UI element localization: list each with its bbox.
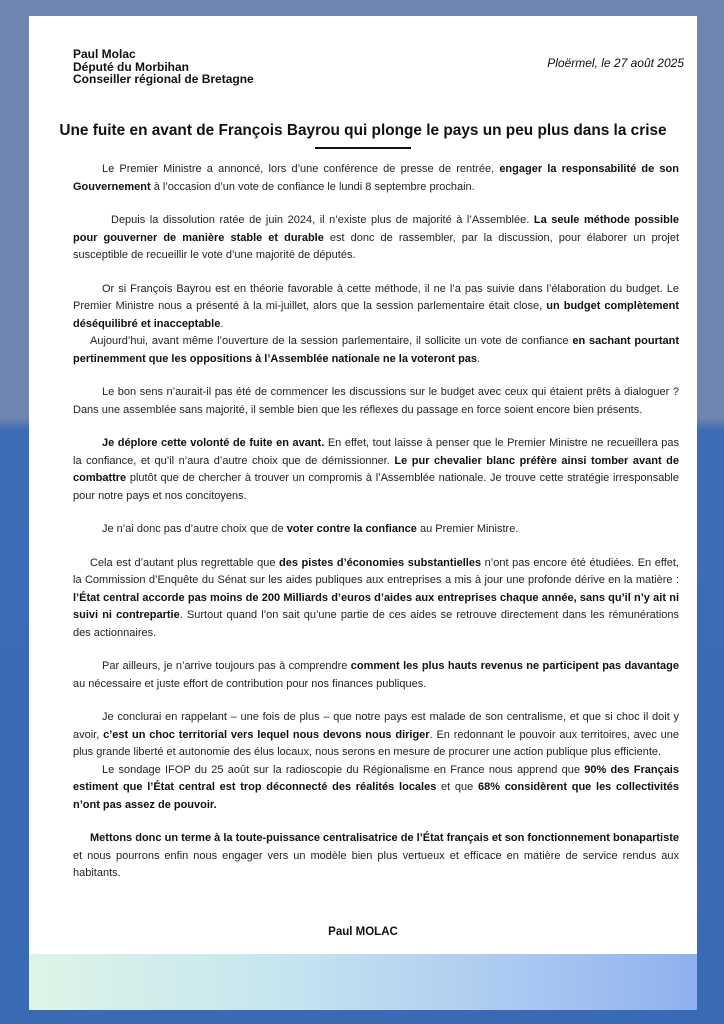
paragraph-3 (73, 281, 679, 334)
text-run: Or si François Bayrou est en théorie favorable à cette méthode, il ne l’a pas suivie dans l’élaboration du budget. Le Premier Ministre nous a présenté à la mi-juillet, alors que la session parlementaire était close, (73, 282, 679, 312)
bold-run: Je déplore cette volonté de fuite en avant. (102, 437, 325, 449)
paragraph-1 (73, 161, 679, 196)
bold-run: des pistes d’économies substantielles (279, 556, 482, 569)
text-run: Le sondage IFOP du 25 août sur la radioscopie du Régionalisme en France nous apprend que (102, 763, 585, 776)
paragraph-4 (73, 333, 679, 368)
text-run: au Premier Ministre. (416, 523, 519, 535)
bold-run: engager la responsabilité de son Gouvernement (73, 163, 679, 193)
bold-run: en sachant pourtant pertinemment que les oppositions à l’Assemblée nationale ne la voteront pas (73, 335, 680, 365)
bold-run: c’est un choc territorial vers lequel nous devons nous diriger (103, 728, 430, 741)
text-run: Je n’ai donc pas d’autre choix que de (102, 523, 287, 535)
bold-run: 68% considèrent que les collectivités n’ont pas assez de pouvoir. (73, 781, 679, 811)
bold-run: La seule méthode possible pour gouverner de manière stable et durable (73, 214, 679, 244)
paragraph-5 (73, 384, 679, 419)
text-run: et nous pourrons enfin nous engager vers un modèle bien plus vertueux et efficace en matière de service rendus aux habitants. (73, 849, 679, 879)
place-date: Ploërmel, le 27 août 2025 (547, 56, 684, 70)
bold-run: 90% des Français estiment que l’État central est trop déconnecté des réalités locales (73, 763, 679, 793)
paragraph-10 (73, 709, 679, 762)
letter-body (73, 161, 679, 899)
sender-title: Député du Morbihan (73, 59, 189, 74)
text-run: et que (436, 781, 478, 793)
letter-title: Une fuite en avant de François Bayrou qui plonge le pays un peu plus dans la crise (59, 122, 667, 139)
text-run: au nécessaire et juste effort de contribution pour nos finances publiques. (73, 677, 427, 690)
bold-run: l’État central accorde pas moins de 200 Milliards d’euros d’aides aux entreprises chaque année, sans qu’il n’y ait ni suivi ni contrepartie (73, 591, 679, 621)
text-run: . Surtout quand l’on sait qu’une partie de ces aides se retrouve directement dans les rémunérations des actionnaires. (73, 609, 680, 639)
text-run: Je conclurai en rappelant – une fois de plus – que notre pays est malade de son centralisme, et que si choc il doit y avoir, (73, 711, 679, 741)
paragraph-11 (73, 762, 679, 815)
text-run: Aujourd’hui, avant même l’ouverture de la session parlementaire, il sollicite un vote de confiance (90, 335, 573, 347)
title-underline (315, 147, 411, 149)
text-run: à l’occasion d’un vote de confiance le lundi 8 septembre prochain. (150, 180, 475, 193)
paragraph-9 (73, 658, 679, 693)
text-run: plutôt que de chercher à trouver un compromis à l’Assemblée nationale. Je trouve cette stratégie irresponsable pour notre pays et nos concitoyens. (73, 472, 679, 502)
text-run: Cela est d’autant plus regrettable que (90, 556, 280, 569)
bold-run: comment les plus hauts revenus ne participent pas davantage (350, 660, 679, 672)
sender-name: Paul Molac (73, 47, 136, 61)
bold-run: Mettons donc un terme à la toute-puissance centralisatrice de l’État français et son fonctionnement bonapartiste (90, 832, 679, 844)
text-run: En effet, tout laisse à penser que le Premier Ministre ne recueillera pas la confiance, et qu’il n’aura d’autre choix que de démissionner. (73, 437, 679, 467)
paragraph-6 (73, 435, 679, 505)
text-run: . (220, 317, 224, 330)
text-run: Le Premier Ministre a annoncé, lors d’une conférence de presse de rentrée, (102, 163, 500, 175)
text-run: . En redonnant le pouvoir aux territoires, avec une plus grande liberté et autonomie des élus locaux, nous serons en mesure de procurer une action publique plus efficiente. (73, 728, 679, 758)
text-run: . (477, 352, 481, 365)
paragraph-12 (73, 830, 679, 883)
text-run: Le bon sens n’aurait-il pas été de commencer les discussions sur le budget avec ceux qui étaient prêts à dialoguer ? Dans une assemblée sans majorité, il semble bien que les réflexes du passage en force soient encore bien présents. (73, 386, 679, 416)
text-run: n’ont pas encore été étudiées. En effet, la Commission d’Enquête du Sénat sur les aides publiques aux entreprises a mis à jour une profonde dérive en la matière : (73, 556, 679, 586)
footer-gradient-band (29, 954, 697, 1010)
signature: Paul MOLAC (328, 926, 398, 938)
sender-role: Conseiller régional de Bretagne (73, 72, 254, 86)
letter-page (29, 16, 697, 1010)
bold-run: Le pur chevalier blanc préfère ainsi tomber avant de combattre (73, 454, 680, 484)
paragraph-8 (73, 555, 679, 643)
text-run: Par ailleurs, je n’arrive toujours pas à comprendre (102, 660, 351, 672)
bold-run: voter contre la confiance (286, 523, 417, 535)
paragraph-2 (73, 212, 679, 265)
paragraph-7 (73, 521, 679, 539)
bold-run: un budget complètement déséquilibré et inacceptable (73, 300, 680, 330)
text-run: Depuis la dissolution ratée de juin 2024, il n’existe plus de majorité à l’Assemblée. (111, 214, 534, 226)
sender-block (73, 48, 254, 86)
text-run: est donc de rassembler, par la discussion, pour élaborer un projet susceptible de recueillir le vote d’une majorité de députés. (73, 231, 680, 261)
